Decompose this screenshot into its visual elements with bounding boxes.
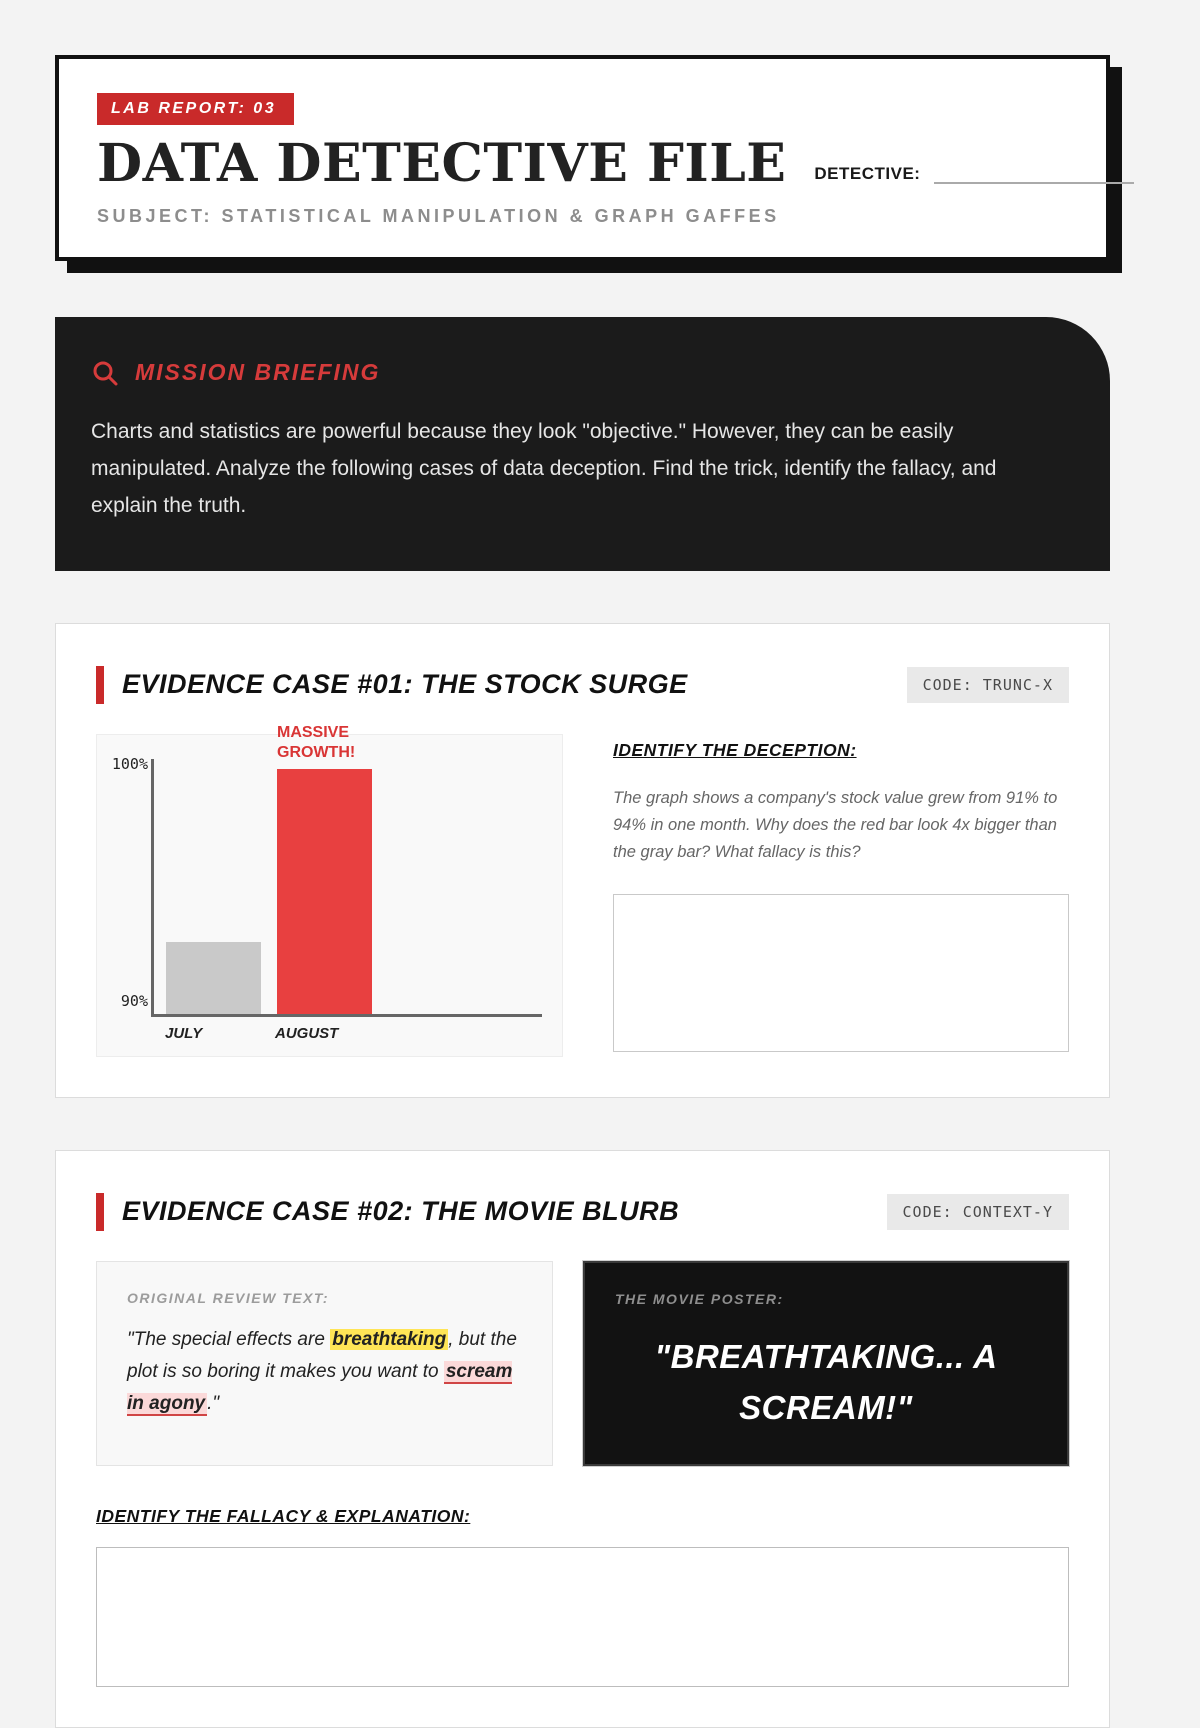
- review-panel-label: ORIGINAL REVIEW TEXT:: [127, 1289, 330, 1306]
- movie-poster-panel: [583, 1261, 1069, 1466]
- case1-header: [96, 666, 1069, 704]
- worksheet-page: [55, 0, 1110, 1728]
- bar-chart: [111, 723, 542, 1017]
- red-accent-bar: [96, 666, 104, 704]
- ytick-100: 100%: [111, 754, 148, 773]
- detective-name-field[interactable]: [934, 160, 1134, 184]
- xlabel-august: AUGUST: [275, 1024, 339, 1042]
- poster-quote: "BREATHTAKING... A SCREAM!": [654, 1337, 998, 1426]
- title-row: [97, 133, 1068, 194]
- chart-annotation: MASSIVE GROWTH!: [277, 723, 356, 761]
- case1-answer-box[interactable]: [613, 894, 1069, 1052]
- review-text-mid: , but the plot is so boring it makes you want to: [127, 1328, 517, 1383]
- case2-answer-heading: IDENTIFY THE FALLACY & EXPLANATION:: [96, 1505, 471, 1526]
- highlight-scream-in-agony: scream in agony: [127, 1361, 513, 1415]
- case1-title: EVIDENCE CASE #01: THE STOCK SURGE: [122, 669, 688, 700]
- case1-question-column: [613, 734, 1069, 1057]
- mission-briefing-panel: [55, 317, 1110, 571]
- ytick-90: 90%: [120, 991, 148, 1010]
- magnifier-icon: [91, 359, 119, 387]
- review-text: [127, 1324, 522, 1421]
- subject-line: SUBJECT: STATISTICAL MANIPULATION & GRAPH GAFFES: [97, 205, 780, 226]
- bar-july: [166, 942, 261, 1013]
- bar-august: [277, 769, 372, 1014]
- header-card: [55, 55, 1110, 261]
- case1-body: [96, 723, 1069, 1057]
- case2-body: [96, 1261, 1069, 1466]
- xlabel-july: JULY: [165, 1024, 203, 1042]
- original-review-panel: [96, 1261, 553, 1466]
- x-axis-labels: [151, 1025, 542, 1042]
- case2-title: EVIDENCE CASE #02: THE MOVIE BLURB: [122, 1196, 680, 1227]
- review-text-pre: "The special effects are: [127, 1328, 331, 1350]
- detective-name-row: [814, 160, 1134, 192]
- case2-answer-box[interactable]: [96, 1547, 1069, 1687]
- case1-question-text: The graph shows a company's stock value grew from 91% to 94% in one month. Why does the red bar look 4x bigger than the gray bar? What fallacy is this?: [613, 788, 1058, 862]
- case2-header-left: [96, 1193, 679, 1231]
- briefing-header: [91, 359, 1066, 387]
- case1-question-heading: IDENTIFY THE DECEPTION:: [613, 739, 857, 760]
- detective-label: DETECTIVE:: [814, 163, 921, 183]
- stock-chart-panel: [96, 723, 563, 1057]
- lab-report-badge: LAB REPORT: 03: [97, 93, 294, 125]
- case-card-1: [55, 623, 1110, 1098]
- review-text-post: .": [207, 1393, 220, 1415]
- case2-code-badge: CODE: CONTEXT-Y: [887, 1194, 1069, 1230]
- case2-header: [96, 1193, 1069, 1231]
- case-card-2: [55, 1150, 1110, 1728]
- case1-code-badge: CODE: TRUNC-X: [907, 667, 1069, 703]
- page-title: DATA DETECTIVE FILE: [97, 133, 787, 194]
- highlight-breathtaking: breathtaking: [332, 1328, 447, 1350]
- briefing-title: MISSION BRIEFING: [135, 359, 381, 386]
- poster-panel-label: THE MOVIE POSTER:: [615, 1290, 784, 1307]
- briefing-body: Charts and statistics are powerful because they look "objective." However, they can be easily manipulated. Analyze the following cases of data deception. Find the trick, identify the fallacy, and explain the truth.: [91, 419, 997, 518]
- red-accent-bar: [96, 1193, 104, 1231]
- case1-header-left: [96, 666, 688, 704]
